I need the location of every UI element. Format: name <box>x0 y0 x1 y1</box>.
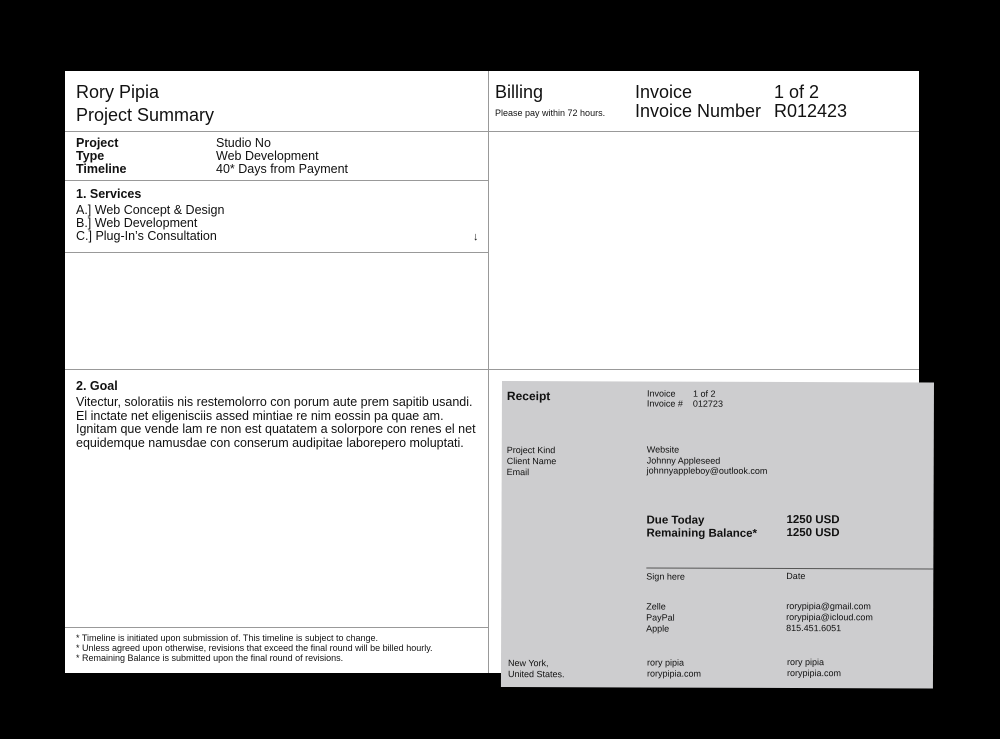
payment-value: rorypipia@icloud.com <box>786 611 873 623</box>
service-item: C.] Plug-In’s Consultation <box>76 229 217 243</box>
detail-label-timeline: Timeline <box>76 162 127 176</box>
payment-value: rorypipia@gmail.com <box>786 600 871 612</box>
receipt-card <box>501 381 934 689</box>
receipt-invoice-no-value: 012723 <box>692 398 723 409</box>
receipt-invoice-label: Invoice <box>646 388 676 399</box>
footnote: * Remaining Balance is submitted upon the final round of revisions. <box>76 653 344 663</box>
remaining-balance-label: Remaining Balance* <box>646 527 758 540</box>
location-line: United States. <box>507 669 565 680</box>
receipt-invoice-no-label: Invoice # <box>646 398 683 409</box>
detail-value-timeline: 40* Days from Payment <box>216 162 348 176</box>
page-title: Project Summary <box>76 105 215 125</box>
footnote: * Unless agreed upon otherwise, revisions that exceed the final round will be billed hourly. <box>76 643 433 653</box>
footnote-divider <box>65 627 488 628</box>
remaining-balance-value: 1250 USD <box>786 526 840 540</box>
contact-website: rorypipia.com <box>786 667 842 679</box>
signature-line <box>646 568 933 570</box>
invoice-number: R012423 <box>774 101 848 121</box>
receipt-label-email: Email <box>506 467 530 478</box>
invoice-label: Invoice <box>635 82 693 102</box>
receipt-label-client-name: Client Name <box>506 456 557 467</box>
payment-method: Apple <box>646 623 670 634</box>
services-heading: 1. Services <box>76 187 142 201</box>
service-item: A.] Web Concept & Design <box>76 203 225 217</box>
payment-method: Zelle <box>646 601 666 612</box>
header-divider <box>65 131 919 132</box>
detail-value-type: Web Development <box>216 149 319 163</box>
contact-name: rory pipia <box>787 656 825 668</box>
details-divider <box>65 180 488 181</box>
contact-website: rorypipia.com <box>646 668 702 679</box>
receipt-value-client-name: Johnny Appleseed <box>646 455 721 466</box>
receipt-title: Receipt <box>506 389 551 404</box>
sign-here-label: Sign here <box>646 571 685 582</box>
goal-text: Vitectur, soloratiis nis restemolorro con porum aute prem sapitib usandi. El inctate net eligenisciis assed mintiae re nim eossin pa quae am. Ignitam que vende lam re non est quatatem a solorpore con renes el net equidemque namusdae con conserum audipitae laborepero moluptati. <box>76 395 476 450</box>
goal-divider <box>65 369 919 370</box>
invoice-page: 1 of 2 <box>774 82 820 102</box>
location-line: New York, <box>507 658 549 669</box>
payment-value: 815.451.6051 <box>786 622 842 634</box>
arrow-down-icon: ↓ <box>473 231 479 243</box>
services-divider <box>65 252 488 253</box>
receipt-invoice-value: 1 of 2 <box>692 388 716 399</box>
detail-value-project: Studio No <box>216 136 271 150</box>
date-label: Date <box>786 570 806 582</box>
receipt-value-project-kind: Website <box>646 444 680 455</box>
receipt-label-project-kind: Project Kind <box>506 445 556 456</box>
contact-name: rory pipia <box>647 657 685 668</box>
billing-title: Billing <box>495 82 544 102</box>
due-today-label: Due Today <box>646 514 705 527</box>
footnote: * Timeline is initiated upon submission of. This timeline is subject to change. <box>76 633 378 643</box>
column-divider-lower <box>488 370 489 673</box>
service-item: B.] Web Development <box>76 216 198 230</box>
payment-method: PayPal <box>646 612 675 623</box>
billing-note: Please pay within 72 hours. <box>495 108 606 118</box>
receipt-value-email: johnnyappleboy@outlook.com <box>646 465 768 476</box>
column-divider <box>488 71 489 370</box>
goal-heading: 2. Goal <box>76 379 118 393</box>
detail-label-type: Type <box>76 149 105 163</box>
client-name: Rory Pipia <box>76 82 160 102</box>
detail-label-project: Project <box>76 136 119 150</box>
due-today-value: 1250 USD <box>786 513 840 527</box>
invoice-number-label: Invoice Number <box>635 101 762 121</box>
